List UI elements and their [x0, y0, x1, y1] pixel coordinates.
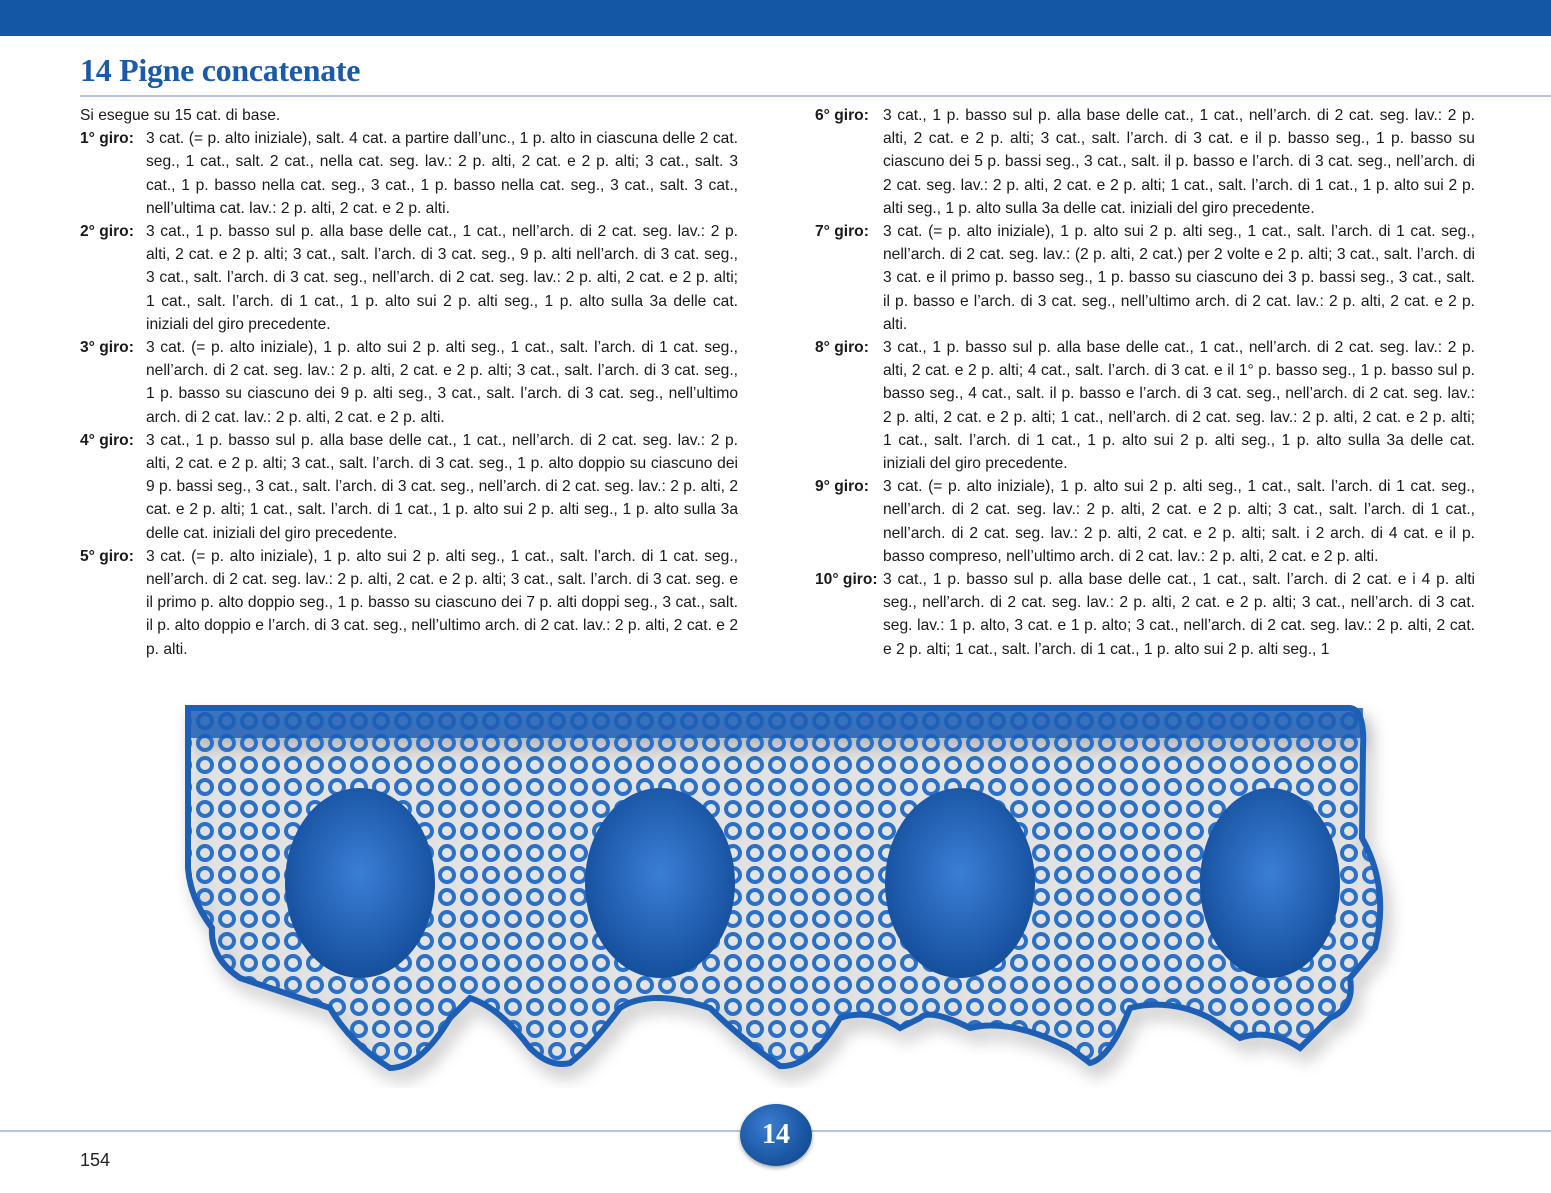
round-label: 6° giro:	[815, 107, 869, 124]
crochet-lace-photo	[150, 688, 1410, 1088]
round-3	[80, 336, 738, 429]
instructions-right-column	[815, 104, 1475, 661]
pineapple-motif	[585, 788, 735, 978]
round-text: 3 cat., 1 p. basso sul p. alla base delle cat., 1 cat., nell’arch. di 2 cat. seg. lav.: 2 p. alti, 2 cat. e 2 p. alti; 3 cat., salt. l’arch. di 3 cat. seg., 1 p. alto doppio su ciascuno dei 9 p. bassi seg., 3 cat., salt. l’arch. di 3 cat. seg., nell’arch. di 2 cat. seg. lav.: 2 p. alti, 2 cat. e 2 p. alti; 1 cat., salt. l’arch. di 1 cat., 1 p. alto sui 2 p. alti seg., 1 p. alto sulla 3a delle cat. iniziali del giro precedente.	[146, 431, 738, 542]
round-label: 5° giro:	[80, 547, 134, 565]
pineapple-motif	[1200, 788, 1340, 978]
round-10	[815, 568, 1475, 661]
round-6	[815, 104, 1475, 220]
round-label: 7° giro:	[815, 223, 869, 241]
round-label: 9° giro:	[815, 478, 869, 496]
round-text: 3 cat. (= p. alto iniziale), salt. 4 cat. a partire dall’unc., 1 p. alto in ciascuna delle 2 cat. seg., 1 cat., salt. 2 cat., nella cat. seg. lav.: 2 p. alti, 2 cat. e 2 p. alti; 3 cat., salt. 3 cat., 1 p. basso nella cat. seg., 3 cat., 1 p. basso nella cat. seg., 3 cat., salt. 3 cat., nell’ultima cat. lav.: 2 p. alti, 2 cat. e 2 p. alti.	[146, 130, 738, 217]
round-label: 10° giro:	[815, 571, 878, 589]
top-color-bar	[0, 0, 1551, 36]
title-divider	[80, 95, 1551, 97]
round-text: 3 cat., 1 p. basso sul p. alla base delle cat., 1 cat., nell’arch. di 2 cat. seg. lav.: 2 p. alti, 2 cat. e 2 p. alti; 4 cat., salt. l’arch. di 3 cat. e il 1° p. basso seg., 1 p. basso sul p. basso seg., 4 cat., salt. il p. basso e l’arch. di 3 cat. seg., nell’arch. di 2 cat. seg. lav.: 2 p. alti, 2 cat. e 2 p. alti; 1 cat., nell’arch. di 2 cat. seg. lav.: 2 p. alti, 2 cat. e 2 p. alti; 1 cat., salt. l’arch. di 1 cat., 1 p. alto sui 2 p. alti seg., 1 p. alto sulla 3a delle cat. iniziali del giro precedente.	[883, 339, 1475, 473]
round-1	[80, 127, 738, 220]
round-8	[815, 336, 1475, 475]
pattern-number-badge	[740, 1104, 812, 1166]
round-text: 3 cat. (= p. alto iniziale), 1 p. alto sui 2 p. alti seg., 1 cat., salt. l’arch. di 1 cat. seg., nell’arch. di 2 cat. seg. lav.: 2 p. alti, 2 cat. e 2 p. alti; 3 cat., salt. l’arch. di 3 cat. seg., 1 p. basso su ciascuno dei 9 p. alti seg., 3 cat., salt. l’arch. di 3 cat. seg., nell’ultimo arch. di 2 cat. lav.: 2 p. alti, 2 cat. e 2 p. alti.	[146, 339, 738, 426]
round-2	[80, 220, 738, 336]
round-label: 4° giro:	[80, 431, 134, 449]
badge-number: 14	[762, 1119, 790, 1150]
instructions-left-column	[80, 104, 738, 661]
round-label: 8° giro:	[815, 339, 869, 357]
round-7	[815, 220, 1475, 336]
round-text: 3 cat. (= p. alto iniziale), 1 p. alto sui 2 p. alti seg., 1 cat., salt. l’arch. di 1 cat. seg., nell’arch. di 2 cat. seg. lav.: (2 p. alti, 2 cat.) per 2 volte e 2 p. alti; 3 cat., salt. l’arch. di 3 cat. e il primo p. basso seg., 1 p. basso su ciascuno dei 3 p. bassi seg., 3 cat., salt. il p. basso e l’arch. di 3 cat. seg., nell’ultimo arch. di 2 cat. lav.: 2 p. alti, 2 cat. e 2 p. alti.	[883, 223, 1475, 333]
round-label: 2° giro:	[80, 223, 134, 241]
pineapple-motif	[885, 788, 1035, 978]
round-text: 3 cat. (= p. alto iniziale), 1 p. alto sui 2 p. alti seg., 1 cat., salt. l’arch. di 1 cat. seg., nell’arch. di 2 cat. seg. lav.: 2 p. alti, 2 cat. e 2 p. alti; 3 cat., salt. l’arch. di 3 cat. seg. e il primo p. alto doppio seg., 1 p. basso su ciascuno dei 7 p. alti doppi seg., 3 cat., salt. il p. alto doppio e l’arch. di 3 cat. seg., nell’ultimo arch. di 2 cat. lav.: 2 p. alti, 2 cat. e 2 p. alti.	[146, 547, 738, 658]
round-label: 1° giro:	[80, 130, 134, 148]
round-text: 3 cat. (= p. alto iniziale), 1 p. alto sui 2 p. alti seg., 1 cat., salt. l’arch. di 1 cat. seg., nell’arch. di 2 cat. seg. lav.: 2 p. alti, 2 cat. e 2 p. alti; 3 cat., salt. l’arch. di 1 cat., nell’arch. di 2 cat. seg. lav.: 2 p. alti, 2 cat. e 2 p. alti; salt. i 2 arch. di 4 cat. e il p. basso compreso, nell’ultimo arch. di 2 cat. lav.: 2 p. alti, 2 cat. e 2 p. alti.	[883, 478, 1475, 565]
round-label: 3° giro:	[80, 339, 134, 357]
round-4	[80, 429, 738, 545]
intro-text: Si esegue su 15 cat. di base.	[80, 107, 281, 124]
page-title: 14 Pigne concatenate	[80, 52, 361, 88]
round-text: 3 cat., 1 p. basso sul p. alla base delle cat., 1 cat., nell’arch. di 2 cat. seg. lav.: 2 p. alti, 2 cat. e 2 p. alti; 3 cat., salt. l’arch. di 3 cat. seg., 9 p. alti nell’arch. di 3 cat. seg., 3 cat., salt. l’arch. di 3 cat. seg., nell’arch. di 2 cat. seg. lav.: 2 p. alti, 2 cat. e 2 p. alti; 1 cat., salt. l’arch. di 1 cat., 1 p. alto sui 2 p. alti seg., 1 p. alto sulla 3a delle cat. iniziali del giro precedente.	[146, 223, 738, 333]
page-number: 154	[80, 1150, 111, 1170]
round-9	[815, 475, 1475, 568]
round-text: 3 cat., 1 p. basso sul p. alla base delle cat., 1 cat., salt. l’arch. di 2 cat. e i 4 p. alti seg., nell’arch. di 2 cat. seg. lav.: 2 p. alti, 2 cat. e 2 p. alti; 3 cat., nell’arch. di 3 cat. seg. lav.: 1 p. alto, 3 cat. e 1 p. alto; 3 cat., nell’arch. di 2 cat. seg. lav.: 2 p. alti, 2 cat. e 2 p. alti; 1 cat., salt. l’arch. di 1 cat., 1 p. alto sui 2 p. alti seg., 1	[883, 571, 1475, 658]
pineapple-motif	[285, 788, 435, 978]
round-text: 3 cat., 1 p. basso sul p. alla base delle cat., 1 cat., nell’arch. di 2 cat. seg. lav.: 2 p. alti, 2 cat. e 2 p. alti; 3 cat., salt. l’arch. di 3 cat. e il p. basso seg., 1 p. basso su ciascuno dei 5 p. bassi seg., 3 cat., salt. il p. basso e l’arch. di 3 cat. seg., nell’arch. di 2 cat. seg. lav.: 2 p. alti, 2 cat. e 2 p. alti; 1 cat., salt. l’arch. di 1 cat., 1 p. alto sui 2 p. alti seg., 1 p. alto sulla 3a delle cat. iniziali del giro precedente.	[883, 107, 1475, 217]
round-5	[80, 545, 738, 661]
